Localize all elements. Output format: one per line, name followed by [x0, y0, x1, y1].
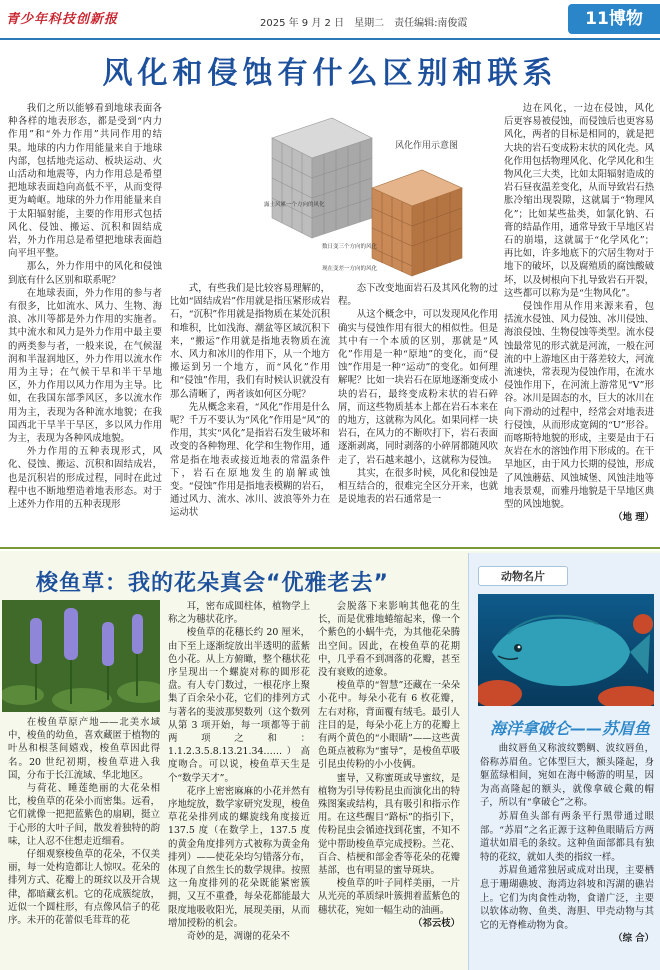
date-line: 2025 年 9 月 2 日 星期二 责任编辑:南俊霞 [260, 18, 468, 29]
author-credit: （祁云枝） [413, 917, 460, 929]
author-credit: （地 理） [613, 512, 654, 524]
paragraph: 边在风化，一边在侵蚀，风化后更容易被侵蚀，而侵蚀后也更容易风化，两者的目标是相同的，就是把大块的岩石变成粉末状的风化壳。风化作用包括物理风化、化学风化和生物风化三大类，比如太阳辐射造成的岩石昼夜温差变化，从而导致岩石热胀冷缩出现裂隙，这就属于“物理风化”；比如某些盐类，如氯化钠、石膏的结晶作用，通常导致干旱地区岩石的崩塌，这就属于“化学风化”；再比如，许多地底下的穴居生物对于地下的破坏，以及腐殖质的腐蚀酸破坏，以及树根向下扎导致岩石开裂，这些都可以称为是“生物风化”。 [504, 103, 654, 299]
paragraph: 仔细观察梭鱼草的花朵，不仅美丽，每一处构造都让人惊叹。花朵的排列方式、花瓣上的斑纹以及开合规律，都暗藏玄机。它的花成簇绽放，近似一个圆柱形，有点像风信子的花序。未开的花蕾似毛茸茸的花 [8, 849, 160, 927]
section-divider [0, 547, 660, 549]
paragraph: 先从概念来看，“风化”作用是什么呢？千万不要认为“风化”作用是“风”的作用，其实“风化”是指岩石发生破坏和改变的各种物理、化学和生物作用，通常是指在地表或接近地表的常温条件下，岩石在原地发生的崩解或蚀变。“侵蚀”作用是指地表模糊的岩石，通过风力、流水、冰川、波浪等外力在运动状 [170, 401, 330, 519]
napoleon-fish-photo [478, 594, 654, 706]
figure-label-1: 露土风累一个方向的风化 [264, 202, 325, 208]
article2-column-1 [8, 716, 160, 966]
paragraph: 那么，外力作用中的风化和侵蚀到底有什么区别和联系呢？ [8, 261, 162, 286]
article1-title: 风化和侵蚀有什么区别和联系 [102, 56, 558, 91]
paragraph: 花序上密密麻麻的小花并然有序地绽放，数学家研究发现，梭鱼草花朵排列成的螺旋线角度接近 137.5 度（在数学上，137.5 度的黄金角度排列方式被称为黄金角排列）——使花朵均匀错落分布，体现了自然生长的数学规律。按照这一角度排列的花朵既能紧密簇拥，又互不重叠，每朵花都能最大限度地吸收阳光，展现美丽，从而增加授粉的机会。 [168, 785, 310, 929]
author-credit: （综 合） [613, 933, 654, 945]
article2-column-2 [168, 600, 310, 966]
paragraph: 梭鱼草的“智慧”还藏在一朵朵小花中。每朵小花有 6 枚花瓣，左右对称，背面覆有绒毛。最引人注目的是，每朵小花上方的花瓣上有两个黄色的“小眼睛”——这些黄色斑点被称为“蜜导”，是梭鱼草吸引昆虫传粉的小小伎俩。 [318, 680, 460, 771]
paragraph: 曲纹唇鱼又称波纹鹦鲷、波纹唇鱼，俗称苏眉鱼。它体型巨大，额头隆起，身躯蓝绿相间，宛如在海中畅游的明星，因为高高隆起的额头，就像拿破仑戴的帽子，所以有“拿破仑”之称。 [480, 743, 654, 809]
article1-column-2 [170, 282, 330, 542]
unweathered-block [272, 118, 372, 238]
article2-title: 梭鱼草：我的花朵真会“优雅老去” [36, 571, 389, 596]
pickerelweed-photo [2, 600, 160, 712]
paragraph: 耳，密布成圆柱体，植物学上称之为穗状花序。 [168, 601, 310, 626]
paragraph: 侵蚀作用从作用来源来看，包括流水侵蚀、风力侵蚀、冰川侵蚀、海浪侵蚀、生物侵蚀等类型。流水侵蚀最常见的形式就是河流，一般在河流的中上游地区由于落差较大，河流流速快，常表现为侵蚀作用，在流水侵蚀作用下，在河流上游常见“V”形谷。冰川是固态的水，巨大的冰川在向下滑动的过程中，经常会对地表进行侵蚀，从而形成宽阔的“U”形谷。而喀斯特地貌的形成，主要是由于石灰岩在水的溶蚀作用下形成的。在干旱地区，由于风力长期的侵蚀，形成了风蚀蘑菇、风蚀城堡、风蚀洼地等地表景观，而雅丹地貌是干旱地区典型的风蚀地貌。 [504, 301, 654, 511]
masthead: 青少年科技创新报 [6, 12, 119, 27]
article1-column-4 [504, 102, 654, 542]
paragraph: 在梭鱼草原产地——北美水域中，梭鱼的幼鱼，喜欢藏匿于植物的叶丛和根茎间嬉戏，梭鱼草因此得名。20 世纪初期，梭鱼草进入我国，分布于长江流域、华北地区。 [8, 717, 160, 781]
paragraph: 苏眉鱼头部有两条平行黑带通过眼部。“苏眉”之名正源于这种鱼眼睛后方两道状如眉毛的条纹。这种鱼面部都具有独特的花纹，就如人类的指纹一样。 [480, 810, 654, 863]
animal-card-tag: 动物名片 [478, 566, 568, 586]
paragraph: 在地球表面，外力作用的参与者有很多，比如流水、风力、生物、海浪、冰川等都是外力作用的实施者。其中流水和风力是外力作用中最主要的两类参与者，一般来说，在气候湿润和半湿润地区，外力作用以流水作用为主导；在气候干旱和半干旱地区，外力作用以风力作用为主导。比如，在我国东部季风区，多以流水作用为主，表现为各种流水地貌；在我国西北干旱半干旱区，多以风力作用为主，表现为各种风成地貌。 [8, 287, 162, 445]
paragraph: 与荷花、睡莲绝丽的大花朵相比，梭鱼草的花朵小而密集。远看，它们就像一把把蓝紫色的扇刷，挺立于心形的大叶子间，散发着独特的韵味，让人忍不住想走近细看。 [8, 783, 160, 847]
paragraph: 梭鱼草的叶子同样美丽，一片从光亮的革质绿叶簇拥着蓝紫色的穗状花，宛如一幅生动的油画。 [318, 878, 460, 916]
figure-caption: 风化作用示意图 [395, 141, 459, 151]
paragraph: 苏眉鱼通常独居或成对出现，主要栖息于珊瑚礁坡、海湾边斜坡和泻湖的礁岩上。它们为肉食性动物，食谱广泛，主要以软体动物、鱼类、海胆、甲壳动物与其它的无脊椎动物为食。 [480, 865, 654, 931]
paragraph: 奇妙的是，凋谢的花朵不 [186, 931, 290, 943]
paragraph: 梭鱼草的花穗长约 20 厘米，由下至上逐渐绽放出半透明的蓝紫色小花。从上方俯瞰，整个穗状花序呈现出一个螺旋对称的圆形花盘。有人专门数过，一根花序上聚集了百余朵小花，它们的排列方式与著名的斐波那契数列（这个数列从第 3 项开始，每一项都等于前两项之和：1.1.2.3.5.8.13.21.34……）高度吻合。可以说，梭鱼草天生是个“数学天才”。 [168, 627, 310, 784]
figure-label-2: 数日变三个方向的风化 [322, 244, 378, 250]
paragraph: 外力作用的五种表现形式，风化、侵蚀、搬运、沉积和固结成岩，也是沉积岩的形成过程，同时在此过程中也不断地塑造着地表形态。对于上述外力作用的五种表现形 [8, 446, 162, 511]
page-header [0, 0, 660, 40]
article2-column-3 [318, 600, 460, 966]
paragraph: 式，有些我们是比较容易理解的，比如“固结成岩”作用就是指压紧形成岩石，“沉积”作用就是指物质在某处沉积和堆积，比如浅海、潮盆等区域沉积下来，“搬运”作用就是指地表物质在流水、风力和冰川的作用下，从一个地方搬运到另一个地方，而“风化”作用和“侵蚀”作用，我们有时候认识就没有那么清晰了，两者该如何区分呢？ [170, 283, 330, 400]
paragraph: 从这个概念中，可以发现风化作用确实与侵蚀作用有很大的相似性。但是其中有一个本质的区别，那就是“风化”作用是一种“原地”的变化，而“侵蚀”作用是一种“运动”的变化。如何理解呢？比如一块岩石在原地逐渐变成小块的岩石，最终变成粉末状的岩石碎屑，而这些物质基本上都在岩石本来在的地方，这就称为风化。如果同样一块岩石，在风力的不断吹打下，岩石表面逐渐剥离，同时剥落的小碎屑都随风吹走了，岩石越来越小，这就称为侵蚀。 [338, 309, 498, 466]
article1-column-3 [338, 282, 498, 542]
paragraph: 态下改变地面岩石及其风化物的过程。 [338, 283, 498, 308]
paragraph: 蜜导，又称蜜斑或导蜜纹，是植物为引导传粉昆虫而演化出的特殊图案或结构，具有吸引和指示作用。在这些醒目“路标”的指引下，传粉昆虫会循迹找到花蜜，不知不觉中帮助梭鱼草完成授粉。兰花、百合、桔梗和部金香等花朵的花瓣基部，也有明显的蜜导斑块。 [318, 772, 460, 877]
figure-label-3: 现在变差一方向的风化 [322, 266, 378, 272]
article1-column-1 [8, 102, 162, 542]
weathered-block [372, 170, 462, 276]
animal-card-text [480, 742, 654, 946]
paragraph: 我们之所以能够看到地球表面各种各样的地表形态，都是受到“内力作用”和“外力作用”共同作用的结果。地球的内力作用能量来自于地球内部，包括地壳运动、板块运动、火山活动和地震等，内力作用总是希望把地球表面趋向高低不平，从而变得更为崎岖。地球的外力作用能量来自于太阳辐射能，主要的作用形式包括风化、侵蚀、搬运、沉积和固结成岩，外力作用总是希望把地球表面趋向平坦平整。 [8, 103, 162, 260]
section-badge: 11博物 [568, 4, 660, 34]
paragraph: 会脱落下来影响其他花的生长，而是优雅地蜷缩起来，像一个个紫色的小蜗牛壳，为其他花朵腾出空间。因此，在梭鱼草的花期中，几乎看不到凋落的花瓣，甚至没有衰败的迹象。 [318, 601, 460, 679]
animal-card-title: 海洋拿破仑——苏眉鱼 [489, 719, 650, 738]
paragraph: 其实，在很多时候，风化和侵蚀是相互结合的，很难完全区分开来，也就是说地表的岩石通常是一 [338, 467, 498, 506]
weathering-diagram [262, 108, 490, 280]
